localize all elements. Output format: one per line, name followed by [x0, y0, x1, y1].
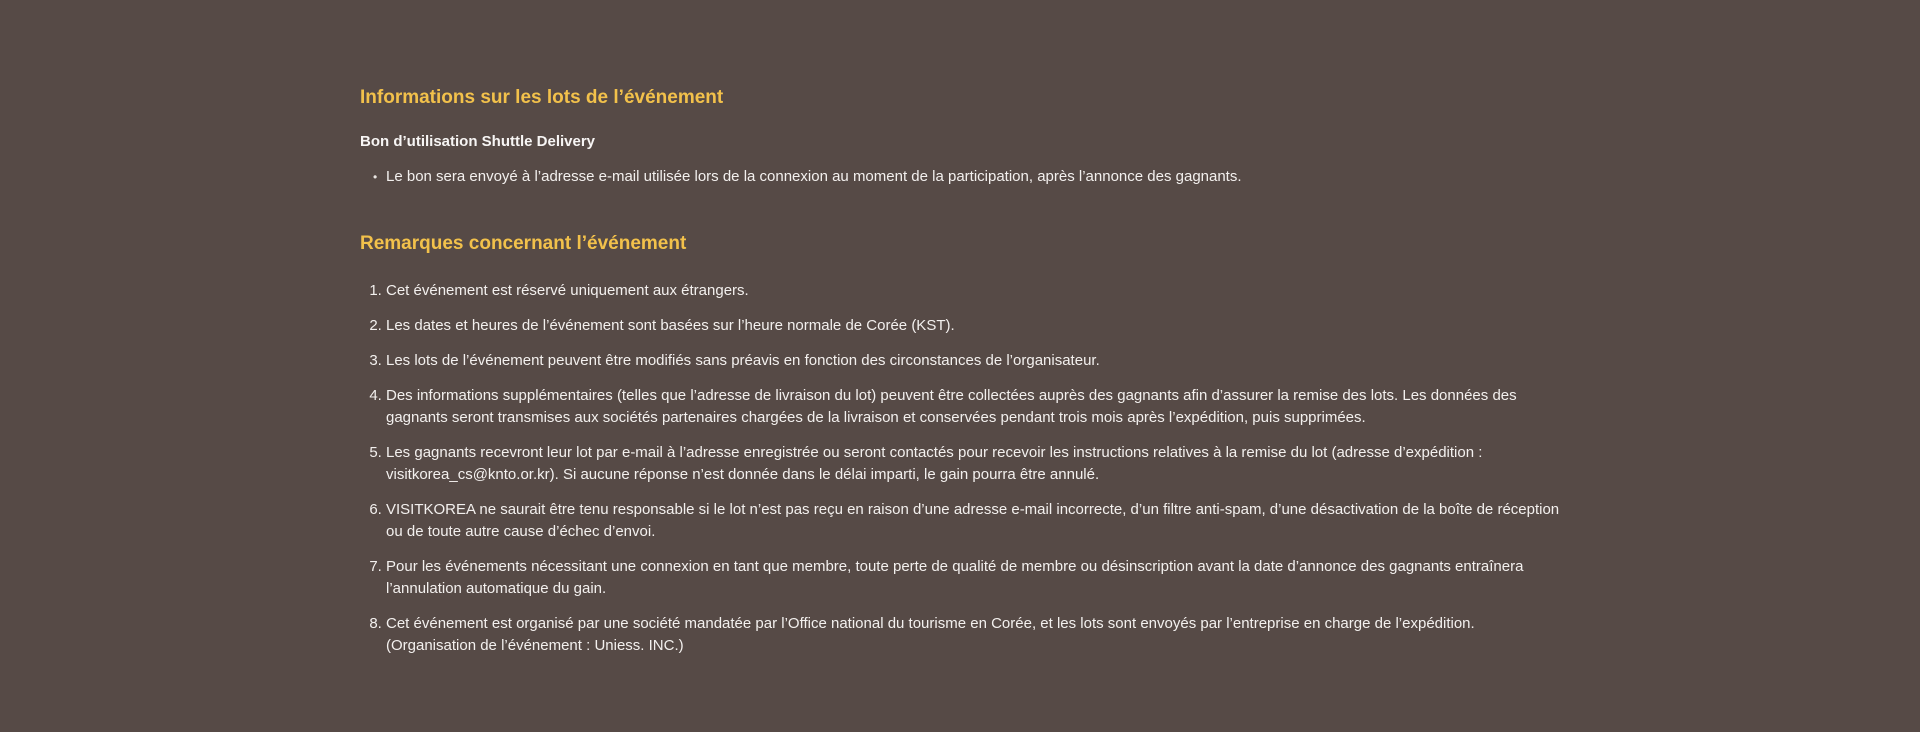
remarks-title: Remarques concernant l’événement [360, 233, 687, 254]
prize-name: Bon d’utilisation Shuttle Delivery [360, 133, 596, 150]
remarks-list [360, 280, 1560, 657]
remark-item: 8. Cet événement est organisé par une société mandatée par l’Office national du tourisme en Corée, et les lots sont envoyés par l’entreprise en charge de l’expédition. (Organisation de l’événement : Uniess. INC.) [386, 613, 1560, 657]
remark-item: 5. Les gagnants recevront leur lot par e-mail à l’adresse enregistrée ou seront contactés pour recevoir les instructions relatives à la remise du lot (adresse d’expédition : visitkorea_cs@knto.or.kr). Si aucune réponse n’est donnée dans le délai imparti, le gain pourra être annulé. [386, 442, 1560, 486]
remark-item: 3. Les lots de l’événement peuvent être modifiés sans préavis en fonction des circonstances de l’organisateur. [386, 350, 1560, 372]
remark-item: 1. Cet événement est réservé uniquement aux étrangers. [386, 280, 1560, 302]
remarks-section [360, 232, 1560, 657]
event-info-content [360, 0, 1560, 657]
prize-detail-item: • Le bon sera envoyé à l’adresse e-mail utilisée lors de la connexion au moment de la participation, après l’annonce des gagnants. [373, 166, 1560, 188]
prize-info-title: Informations sur les lots de l’événement [360, 87, 724, 108]
prize-details-list [360, 166, 1560, 188]
remark-item: 6. VISITKOREA ne saurait être tenu responsable si le lot n’est pas reçu en raison d’une adresse e-mail incorrecte, d’un filtre anti-spam, d’une désactivation de la boîte de réception ou de toute autre cause d’échec d’envoi. [386, 499, 1560, 543]
remark-item: 2. Les dates et heures de l’événement sont basées sur l’heure normale de Corée (KST). [386, 315, 1560, 337]
remark-item: 4. Des informations supplémentaires (telles que l’adresse de livraison du lot) peuvent être collectées auprès des gagnants afin d’assurer la remise des lots. Les données des gagnants seront transmises aux sociétés partenaires chargées de la livraison et conservées pendant trois mois après l’expédition, puis supprimées. [386, 385, 1560, 429]
remark-item: 7. Pour les événements nécessitant une connexion en tant que membre, toute perte de qualité de membre ou désinscription avant la date d’annonce des gagnants entraînera l’annulation automatique du gain. [386, 556, 1560, 600]
prize-info-section [360, 86, 1560, 188]
